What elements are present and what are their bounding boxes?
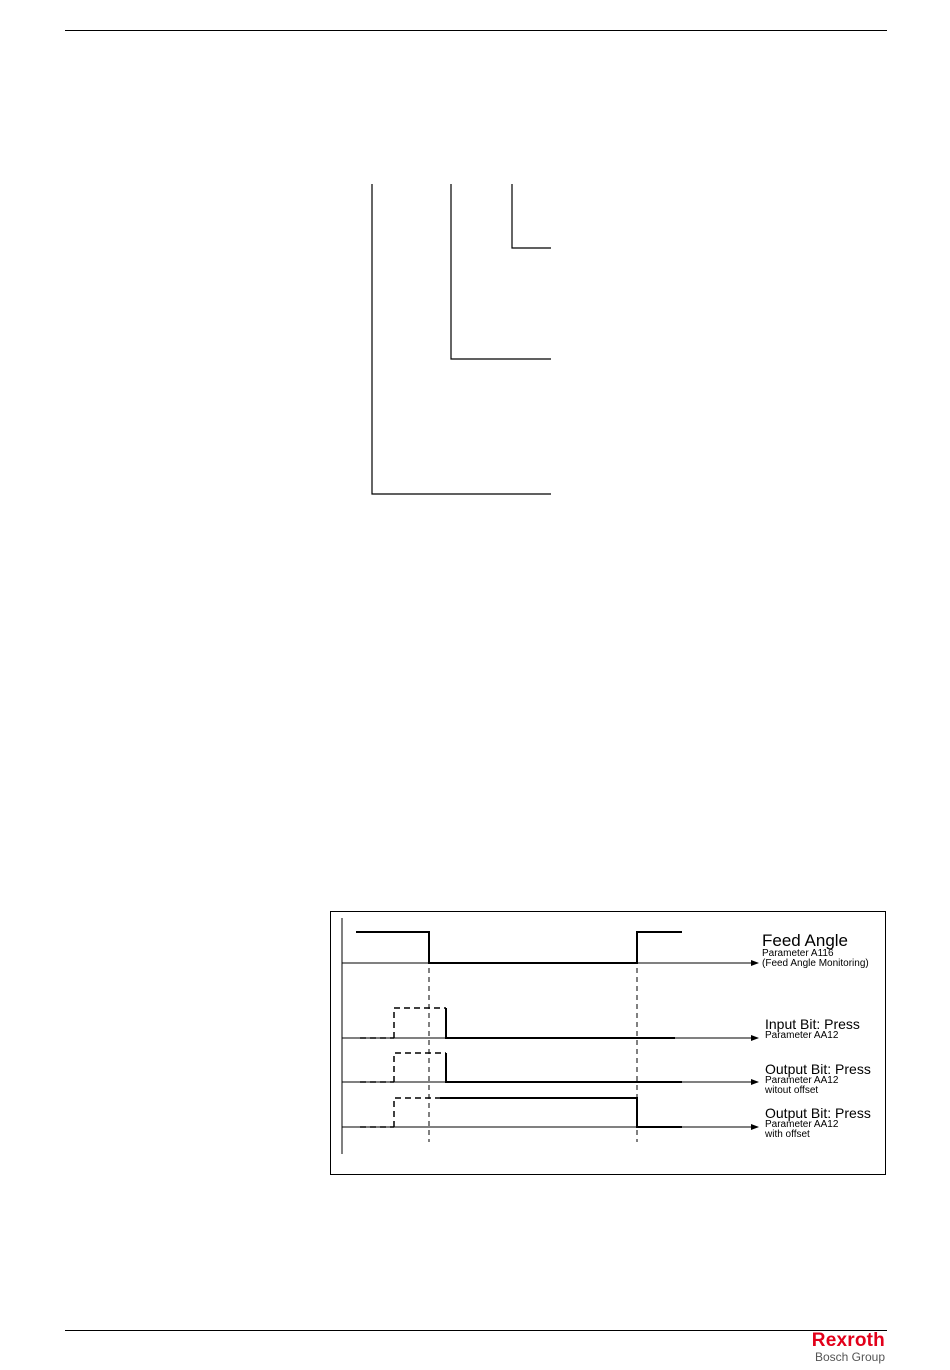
signal-description: (Feed Angle Monitoring) <box>762 958 869 969</box>
signal-parameter: Parameter AA12 <box>765 1075 839 1086</box>
signal-title: Output Bit: Press <box>765 1105 871 1121</box>
rexroth-logo <box>812 1331 885 1363</box>
signal-input-bit <box>446 1008 675 1038</box>
signal-parameter: Parameter AA12 <box>765 1119 839 1130</box>
signal-parameter: Parameter A116 <box>762 948 834 959</box>
footer-rule <box>65 1330 887 1331</box>
signal-title: Output Bit: Press <box>765 1061 871 1077</box>
logo-group-text: Bosch Group <box>814 1350 885 1364</box>
signal-output-bit-offset-dashed <box>394 1098 440 1127</box>
signal-output-bit <box>446 1053 682 1082</box>
signal-title: Input Bit: Press <box>765 1016 860 1032</box>
signal-title: Feed Angle <box>762 931 849 950</box>
signal-feed-angle <box>356 932 682 963</box>
signal-label-feed-angle <box>762 932 869 969</box>
signal-output-bit-dashed <box>394 1053 446 1082</box>
signal-description: with offset <box>765 1129 810 1140</box>
signal-parameter: Parameter AA12 <box>765 1030 839 1041</box>
signal-label-output-bit-no-offset <box>765 1062 871 1096</box>
signal-label-output-bit-offset <box>765 1106 871 1140</box>
signal-output-bit-offset <box>440 1098 682 1127</box>
logo-brand-text: Rexroth <box>811 1330 885 1351</box>
signal-input-bit-dashed <box>394 1008 446 1038</box>
signal-label-input-bit <box>765 1017 860 1041</box>
signal-description: witout offset <box>765 1085 819 1096</box>
